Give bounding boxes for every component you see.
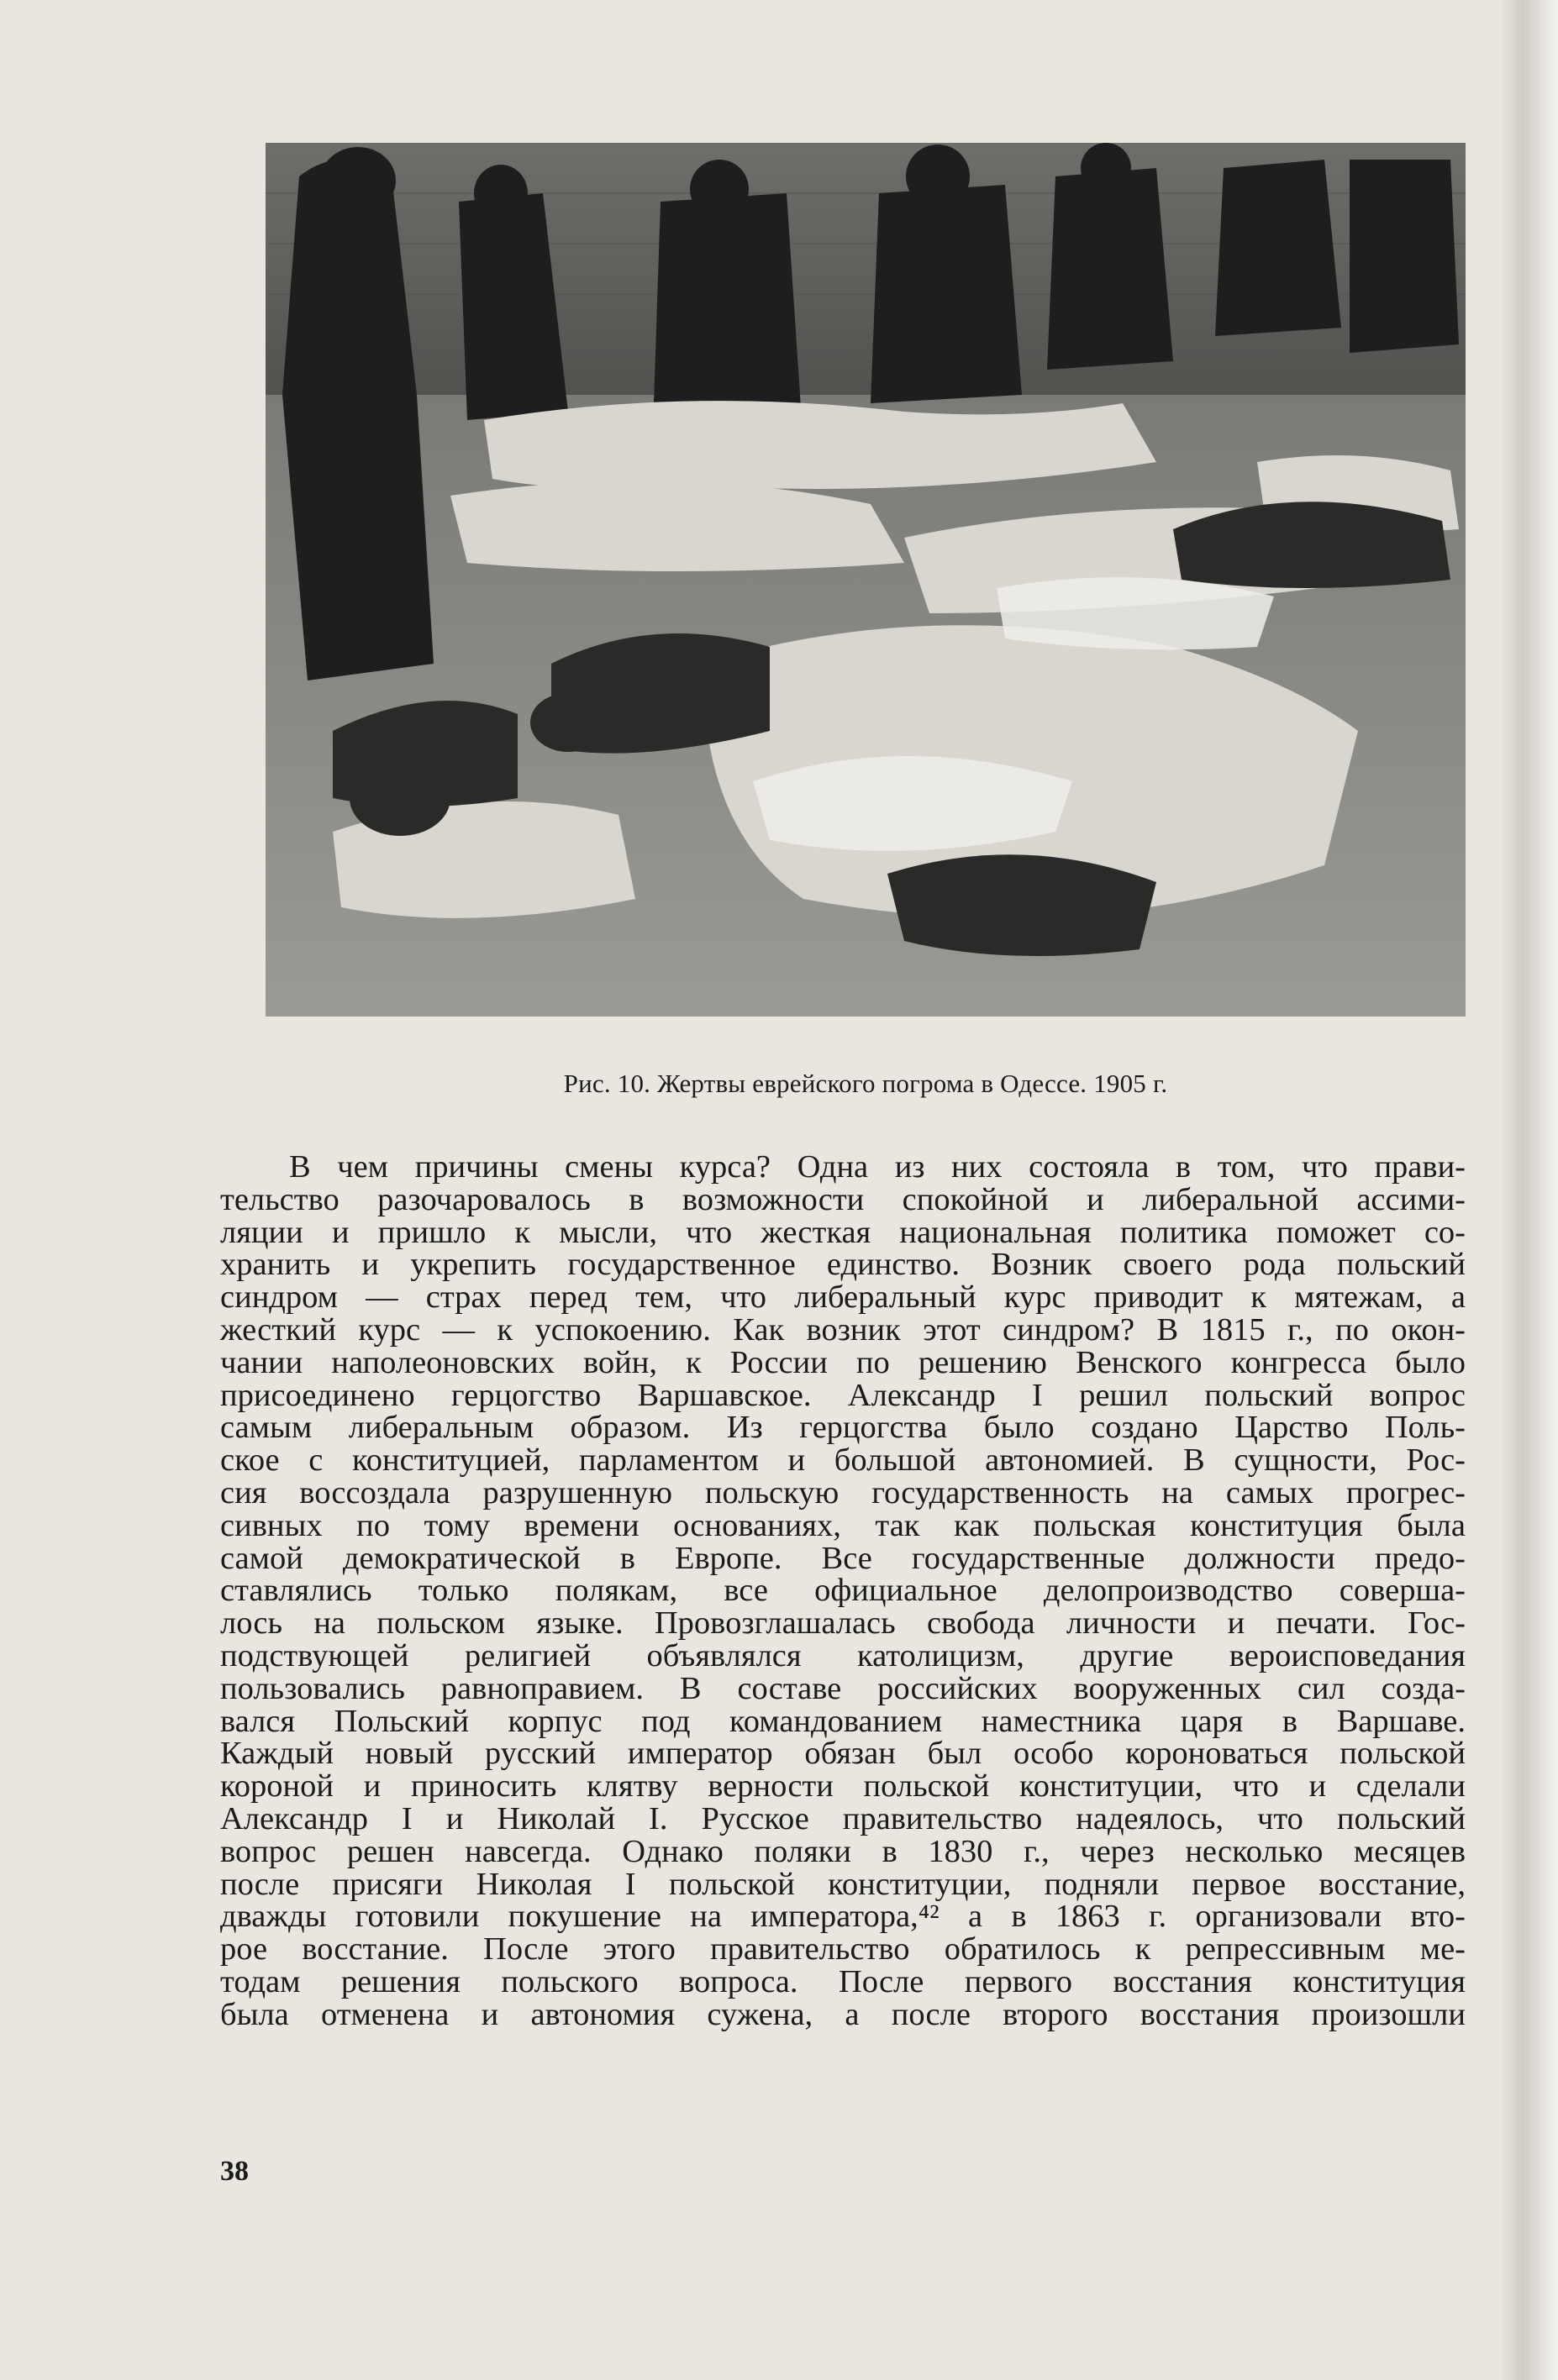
text-line: вопрос решен навсегда. Однако поляки в 1830 г., через несколько месяцев [220, 1833, 1466, 1869]
page-number: 38 [220, 2156, 249, 2187]
text-line: тельство разочаровалось в возможности спокойной и либеральной ассими- [220, 1181, 1466, 1217]
text-line: ляции и пришло к мысли, что жесткая национальная политика поможет со- [220, 1214, 1466, 1250]
text-line: лось на польском языке. Провозглашалась свобода личности и печати. Гос- [220, 1605, 1466, 1642]
text-line: Каждый новый русский император обязан был особо короноваться польской [220, 1736, 1466, 1772]
text-line: ское с конституцией, парламентом и большой автономией. В сущности, Рос- [220, 1442, 1466, 1479]
text-line: пользовались равноправием. В составе российских вооруженных сил созда- [220, 1670, 1466, 1706]
text-line: чании наполеоновских войн, к России по решению Венского конгресса было [220, 1344, 1466, 1380]
text-line: рое восстание. После этого правительство обратилось к репрессивным ме- [220, 1931, 1466, 1968]
text-line: В чем причины смены курса? Одна из них состояла в том, что прави- [289, 1149, 1466, 1185]
text-line: подствующей религией объявлялся католицизм, другие вероисповедания [220, 1637, 1466, 1673]
text-line: самой демократической в Европе. Все государственные должности предо- [220, 1540, 1466, 1576]
text-line: вался Польский корпус под командованием наместника царя в Варшаве. [220, 1703, 1466, 1739]
text-line: сивных по тому времени основаниях, так как польская конституция была [220, 1507, 1466, 1543]
body-paragraph [220, 1151, 1466, 2031]
text-line: тодам решения польского вопроса. После первого восстания конституция [220, 1963, 1466, 1999]
text-line: короной и приносить клятву верности польской конституции, что и сделали [220, 1768, 1466, 1805]
text-line: синдром — страх перед тем, что либеральный курс приводит к мятежам, а [220, 1279, 1466, 1316]
text-line: была отменена и автономия сужена, а после второго восстания произошли [220, 1996, 1466, 2032]
pogrom-photo-image [266, 143, 1466, 1017]
figure-photo [266, 143, 1466, 1017]
text-line: дважды готовили покушение на императора,⁴² а в 1863 г. организовали вто- [220, 1899, 1466, 1935]
text-line: сия воссоздала разрушенную польскую государственность на самых прогрес- [220, 1474, 1466, 1510]
text-line: присоединено герцогство Варшавское. Александр I решил польский вопрос [220, 1377, 1466, 1413]
text-line: после присяги Николая I польской конституции, подняли первое восстание, [220, 1866, 1466, 1902]
figure-caption: Рис. 10. Жертвы еврейского погрома в Одессе. 1905 г. [563, 1069, 1168, 1098]
text-line: жесткий курс — к успокоению. Как возник этот синдром? В 1815 г., по окон- [220, 1311, 1466, 1348]
text-line: ставлялись только полякам, все официальное делопроизводство соверша- [220, 1573, 1466, 1609]
text-line: хранить и укрепить государственное единство. Возник своего рода польский [220, 1247, 1466, 1283]
text-line: Александр I и Николай I. Русское правительство надеялось, что польский [220, 1800, 1466, 1836]
scan-page-edge [1499, 0, 1558, 2380]
text-line: самым либеральным образом. Из герцогства было создано Царство Поль- [220, 1410, 1466, 1446]
